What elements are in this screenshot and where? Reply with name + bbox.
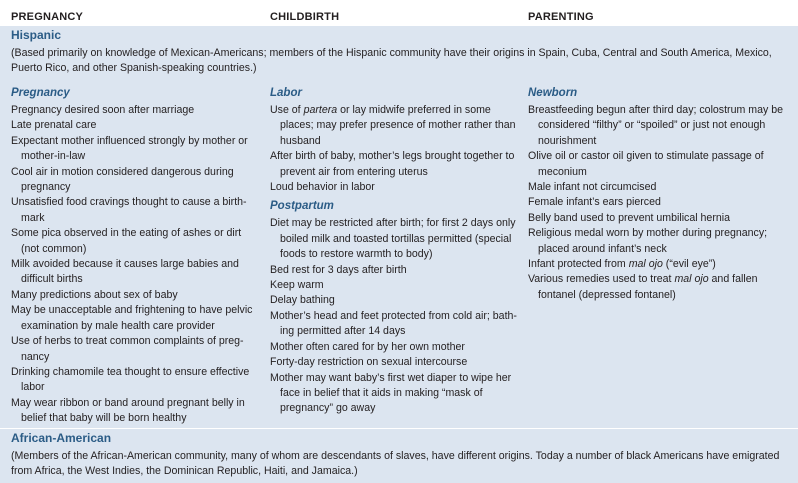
hispanic-note: (Based primarily on knowledge of Mexican-Americans; members of the Hispanic community have their origins in Spain, Cuba, Central and South America, Mexico, Puerto Rico, and other Spanish-speaking countries.) xyxy=(11,47,772,75)
list-item: Delay bathing xyxy=(270,294,335,307)
list-item: Loud behavior in labor xyxy=(270,181,375,194)
table-header xyxy=(0,0,798,26)
list-item: Male infant not circumcised xyxy=(528,181,657,194)
list-item: Drinking chamomile tea thought to ensure effective labor xyxy=(11,365,250,394)
childbirth-column xyxy=(270,86,518,417)
header-childbirth: CHILDBIRTH xyxy=(270,11,340,23)
list-item: Religious medal worn by mother during pregnancy; placed around infant’s neck xyxy=(528,227,768,255)
list-item: May wear ribbon or band around pregnant belly in belief that baby will be born healthy xyxy=(11,396,245,425)
list-item: Female infant’s ears pierced xyxy=(528,196,661,209)
list-item: Use of herbs to treat common complaints of preg-nancy xyxy=(11,335,244,363)
list-item: Some pica observed in the eating of ashes or dirt (not common) xyxy=(11,227,242,255)
parenting-column xyxy=(528,86,786,303)
section-divider xyxy=(0,428,798,429)
list-item: Belly band used to prevent umbilical hernia xyxy=(528,211,730,224)
list-item: Mother may want baby’s first wet diaper to wipe her face in belief that it aids in making “mask of pregnancy” go away xyxy=(270,371,512,415)
hispanic-title: Hispanic xyxy=(11,28,62,42)
postpartum-heading: Postpartum xyxy=(270,200,334,213)
newborn-heading: Newborn xyxy=(528,87,578,99)
pregnancy-heading: Pregnancy xyxy=(11,87,70,99)
header-pregnancy: PREGNANCY xyxy=(11,11,84,23)
list-item: Use of partera or lay midwife preferred in some places; may prefer presence of mother rather than husband xyxy=(270,104,516,147)
list-item: After birth of baby, mother’s legs brought together to prevent air from entering uterus xyxy=(270,150,515,178)
labor-heading: Labor xyxy=(270,87,302,99)
list-item: Cool air in motion considered dangerous during pregnancy xyxy=(11,165,234,194)
list-item: Unsatisfied food cravings thought to cause a birth-mark xyxy=(11,196,247,224)
list-item: Bed rest for 3 days after birth xyxy=(270,263,407,276)
list-item: Mother often cared for by her own mother xyxy=(270,340,465,353)
african-american-note: (Members of the African-American community, many of whom are descendants of slaves, have different origins. Today a number of black Americans have emigrated from Africa, the West Indies, the Dominican Republic, Haiti, and Jamaica.) xyxy=(11,450,780,478)
list-item: Olive oil or castor oil given to stimulate passage of meconium xyxy=(528,150,764,178)
list-item: Breastfeeding begun after third day; colostrum may be considered “filthy” or “spoiled” or just not enough nourishment xyxy=(528,104,783,147)
african-american-title: African-American xyxy=(11,431,112,445)
list-item: May be unacceptable and frightening to have pelvic examination by male health care provider xyxy=(11,304,253,332)
list-item: Mother’s head and feet protected from cold air; bath-ing permitted after 14 days xyxy=(270,309,517,338)
list-item: Forty-day restriction on sexual intercourse xyxy=(270,356,468,369)
list-item: Keep warm xyxy=(270,279,324,292)
list-item: Milk avoided because it causes large babies and difficult births xyxy=(11,258,239,286)
list-item: Late prenatal care xyxy=(11,119,97,132)
header-parenting: PARENTING xyxy=(528,11,594,23)
list-item: Infant protected from mal ojo (“evil eye”) xyxy=(528,258,716,271)
pregnancy-column xyxy=(11,86,259,427)
list-item: Pregnancy desired soon after marriage xyxy=(11,104,195,116)
list-item: Many predictions about sex of baby xyxy=(11,288,178,301)
list-item: Various remedies used to treat mal ojo and fallen fontanel (depressed fontanel) xyxy=(528,273,758,301)
list-item: Expectant mother influenced strongly by mother or mother-in-law xyxy=(11,134,248,163)
list-item: Diet may be restricted after birth; for first 2 days only boiled milk and toasted tortillas permitted (special foods to restore warmth to body) xyxy=(270,217,516,261)
